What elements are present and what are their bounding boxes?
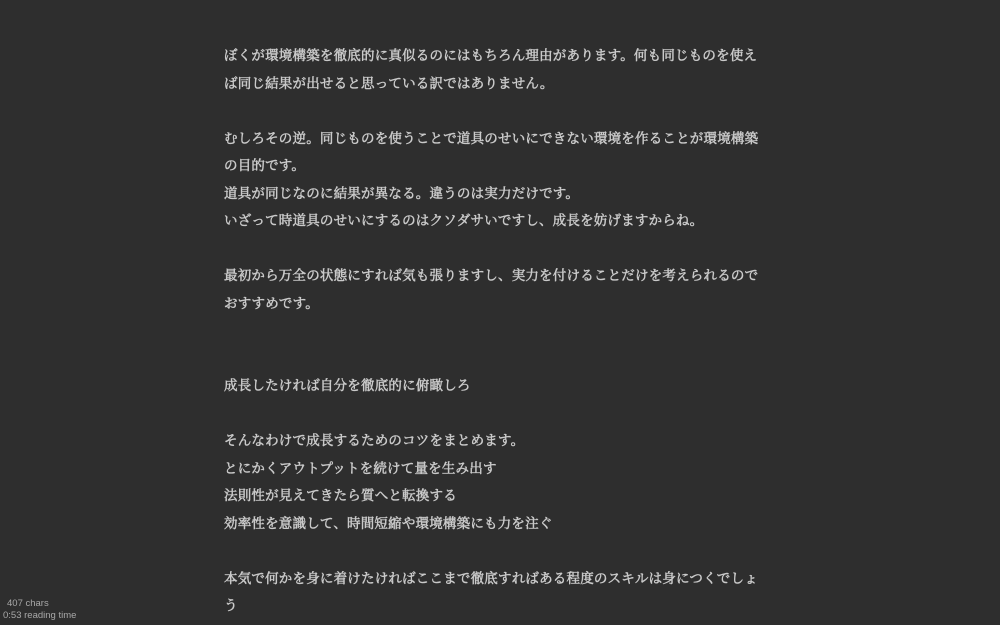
- char-count: 407 chars: [7, 598, 49, 609]
- editor-line[interactable]: の目的です。: [224, 158, 306, 174]
- editor-line[interactable]: 効率性を意識して、時間短縮や環境構築にも力を注ぐ: [224, 515, 553, 532]
- editor-blank-line[interactable]: [224, 538, 784, 566]
- reading-time: 0:53 reading time: [3, 610, 77, 621]
- editor-blank-line[interactable]: [224, 318, 784, 346]
- editor-line[interactable]: おすすめです。: [224, 295, 319, 312]
- editor-line[interactable]: 本気で何かを身に着けたければここまで徹底すればある程度のスキルは身につくでしょ: [224, 570, 758, 587]
- editor-blank-line[interactable]: [224, 346, 784, 374]
- editor-line[interactable]: う: [224, 598, 238, 614]
- editor-line[interactable]: 成長したければ自分を徹底的に俯瞰しろ: [224, 378, 471, 394]
- editor-blank-line[interactable]: [224, 98, 784, 126]
- editor-text-area[interactable]: [224, 43, 784, 625]
- editor-blank-line[interactable]: [224, 236, 784, 264]
- editor-line[interactable]: 最初から万全の状態にすれば気も張りますし、実力を付けることだけを考えられるので: [224, 268, 759, 284]
- editor-blank-line[interactable]: [224, 401, 784, 429]
- editor-line[interactable]: 道具が同じなのに結果が異なる。違うのは実力だけです。: [224, 185, 580, 202]
- editor-line[interactable]: むしろその逆。同じものを使うことで道具のせいにできない環境を作ることが環境構築: [224, 130, 759, 147]
- editor-line[interactable]: そんなわけで成長するためのコツをまとめます。: [224, 433, 525, 449]
- editor-line[interactable]: 法則性が見えてきたら質へと転換する: [224, 488, 457, 504]
- editor-line[interactable]: ぼくが環境構築を徹底的に真似るのにはもちろん理由があります。何も同じものを使え: [224, 48, 758, 64]
- editor-line[interactable]: とにかくアウトプットを続けて量を生み出す: [224, 460, 497, 477]
- editor-line[interactable]: ば同じ結果が出せると思っている訳ではありません。: [224, 75, 554, 92]
- editor-line[interactable]: いざって時道具のせいにするのはクソダサいですし、成長を妨げますからね。: [224, 213, 704, 229]
- status-bar: [3, 598, 76, 622]
